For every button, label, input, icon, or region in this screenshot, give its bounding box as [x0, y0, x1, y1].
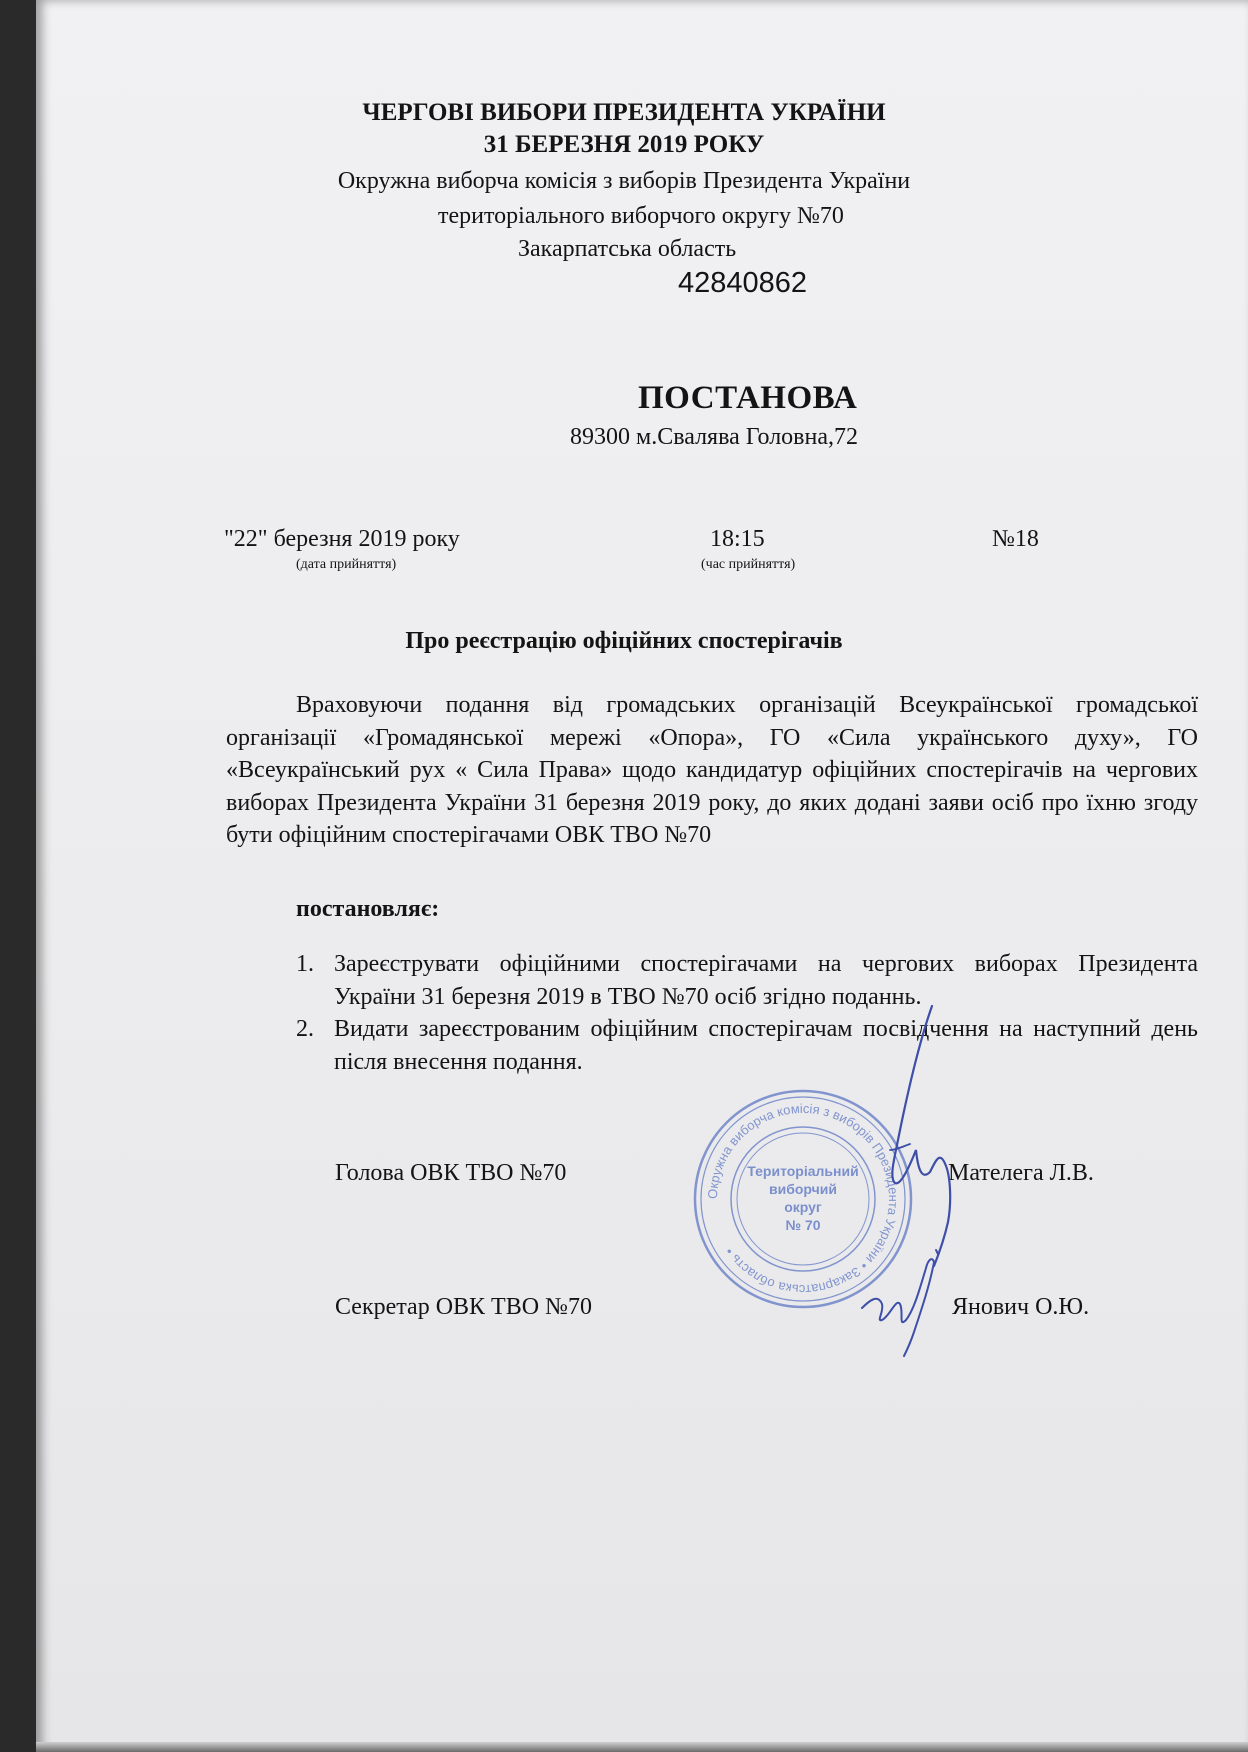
list-item-number: 1.	[296, 951, 314, 977]
adoption-time-caption: (час прийняття)	[701, 557, 796, 572]
commission-name: Окружна виборча комісія з виборів Президента України	[337, 168, 911, 194]
stamp-line: виборчий	[769, 1181, 837, 1197]
chair-name: Мателега Л.В.	[948, 1160, 1094, 1186]
adoption-date-caption: (дата прийняття)	[296, 557, 397, 572]
chair-signature	[860, 1000, 980, 1270]
list-item-text: Видати зареєстрованим офіційним спостерігачам посвідчення на наступний день після внесення подання.	[334, 1016, 1198, 1075]
document-type: ПОСТАНОВА	[638, 380, 858, 416]
list-item	[296, 948, 1198, 1013]
commission-code: 42840862	[678, 267, 808, 299]
decides-label: постановляє:	[296, 896, 440, 922]
adoption-date: "22" березня 2019 року	[224, 526, 460, 552]
document-subject: Про реєстрацію офіційних спостерігачів	[405, 628, 843, 654]
document-number: №18	[992, 526, 1039, 552]
secretary-name: Янович О.Ю.	[952, 1294, 1090, 1320]
address: 89300 м.Свалява Головна,72	[570, 424, 859, 450]
chair-role: Голова ОВК ТВО №70	[335, 1160, 567, 1186]
scan-edge	[36, 1742, 1248, 1752]
election-title: ЧЕРГОВІ ВИБОРИ ПРЕЗИДЕНТА УКРАЇНИ	[362, 99, 886, 126]
stamp-ring-text: Окружна виборча комісія з виборів Президента України • Закарпатська область •	[704, 1100, 902, 1298]
stamp-line: № 70	[785, 1217, 821, 1233]
preamble-text: Враховуючи подання від громадських організацій Всеукраїнської громадської організації «Громадянської мережі «Опора», ГО «Сила українського духу», ГО «Всеукраїнський рух « Сила Права» щодо кандидатур офіційних спостерігачів на чергових виборах Президента України 31 березня 2019 року, до яких додані заяви осіб про їхню згоду бути офіційним спостерігачами ОВК ТВО №70	[226, 692, 1198, 848]
district-name: територіального виборчого округу №70	[438, 203, 844, 229]
adoption-time: 18:15	[710, 526, 765, 552]
list-item-text: Зареєструвати офіційними спостерігачами на чергових виборах Президента України 31 березня 2019 в ТВО №70 осіб згідно поданнь.	[334, 951, 1198, 1010]
region-name: Закарпатська область	[518, 236, 737, 262]
stamp-line: округ	[784, 1199, 822, 1215]
secretary-signature	[848, 1248, 958, 1358]
secretary-role: Секретар ОВК ТВО №70	[335, 1294, 592, 1320]
list-item	[296, 1013, 1198, 1078]
preamble-paragraph	[226, 689, 1198, 852]
stamp-line: Територіальний	[747, 1163, 859, 1179]
election-date: 31 БЕРЕЗНЯ 2019 РОКУ	[483, 131, 765, 158]
list-item-number: 2.	[296, 1016, 314, 1042]
decision-list	[296, 948, 1198, 1078]
